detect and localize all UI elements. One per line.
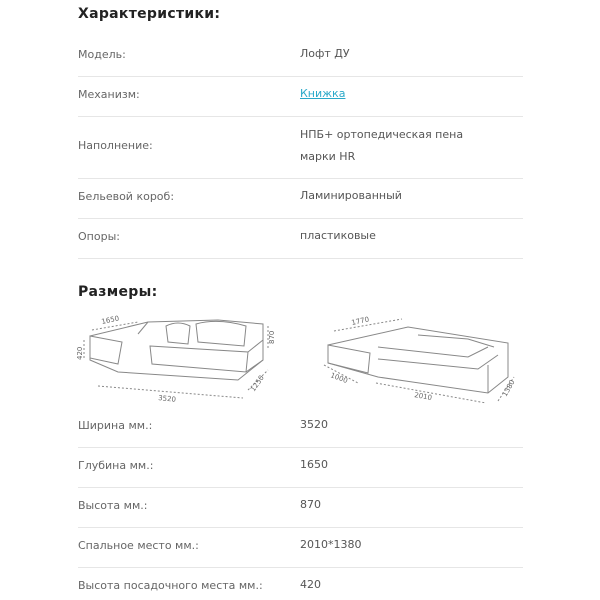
spec-row-legs <box>78 218 523 259</box>
dim-side-depth-label: 1250 <box>249 373 266 394</box>
size-row-seat-height <box>78 567 523 600</box>
spec-label: Механизм: <box>78 88 140 101</box>
mechanism-link[interactable]: Книжка <box>300 87 346 100</box>
spec-value: пластиковые <box>300 229 376 242</box>
spec-row-box <box>78 178 523 219</box>
spec-row-model <box>78 40 523 77</box>
dim-seat-height-label: 420 <box>76 346 84 360</box>
size-row-height <box>78 487 523 528</box>
size-label: Спальное место мм.: <box>78 539 199 552</box>
sizes-title: Размеры: <box>78 284 158 300</box>
spec-value-line2: марки HR <box>300 150 356 163</box>
dim-width-label: 3520 <box>157 394 177 404</box>
dim-bed-width-label: 1380 <box>500 378 517 398</box>
spec-label: Опоры: <box>78 230 120 243</box>
size-row-width <box>78 407 523 448</box>
spec-label: Модель: <box>78 48 126 61</box>
dim-height-label: 870 <box>268 330 276 344</box>
size-value: 420 <box>300 578 321 591</box>
size-label: Высота посадочного места мм.: <box>78 579 263 592</box>
size-value: 2010*1380 <box>300 538 362 551</box>
size-value: 1650 <box>300 458 328 471</box>
size-label: Высота мм.: <box>78 499 148 512</box>
dim-side-label: 1000 <box>329 371 349 385</box>
size-row-depth <box>78 447 523 488</box>
spec-label: Бельевой короб: <box>78 190 175 203</box>
spec-value: Лофт ДУ <box>300 47 350 60</box>
spec-value: Ламинированный <box>300 189 402 202</box>
characteristics-title: Характеристики: <box>78 6 221 22</box>
size-row-sleeping-place <box>78 527 523 568</box>
dim-depth-label: 1650 <box>100 314 120 326</box>
dim-top-label: 1770 <box>350 315 370 327</box>
dim-bed-length-label: 2010 <box>413 391 433 403</box>
spec-label: Наполнение: <box>78 139 153 152</box>
size-value: 3520 <box>300 418 328 431</box>
spec-value-line1: НПБ+ ортопедическая пена <box>300 128 464 141</box>
spec-row-mechanism <box>78 76 523 117</box>
spec-row-filling <box>78 116 523 179</box>
size-label: Глубина мм.: <box>78 459 154 472</box>
sofa-dimensions-diagram <box>78 300 288 410</box>
size-value: 870 <box>300 498 321 511</box>
size-label: Ширина мм.: <box>78 419 153 432</box>
sofa-bed-dimensions-diagram <box>318 305 528 415</box>
